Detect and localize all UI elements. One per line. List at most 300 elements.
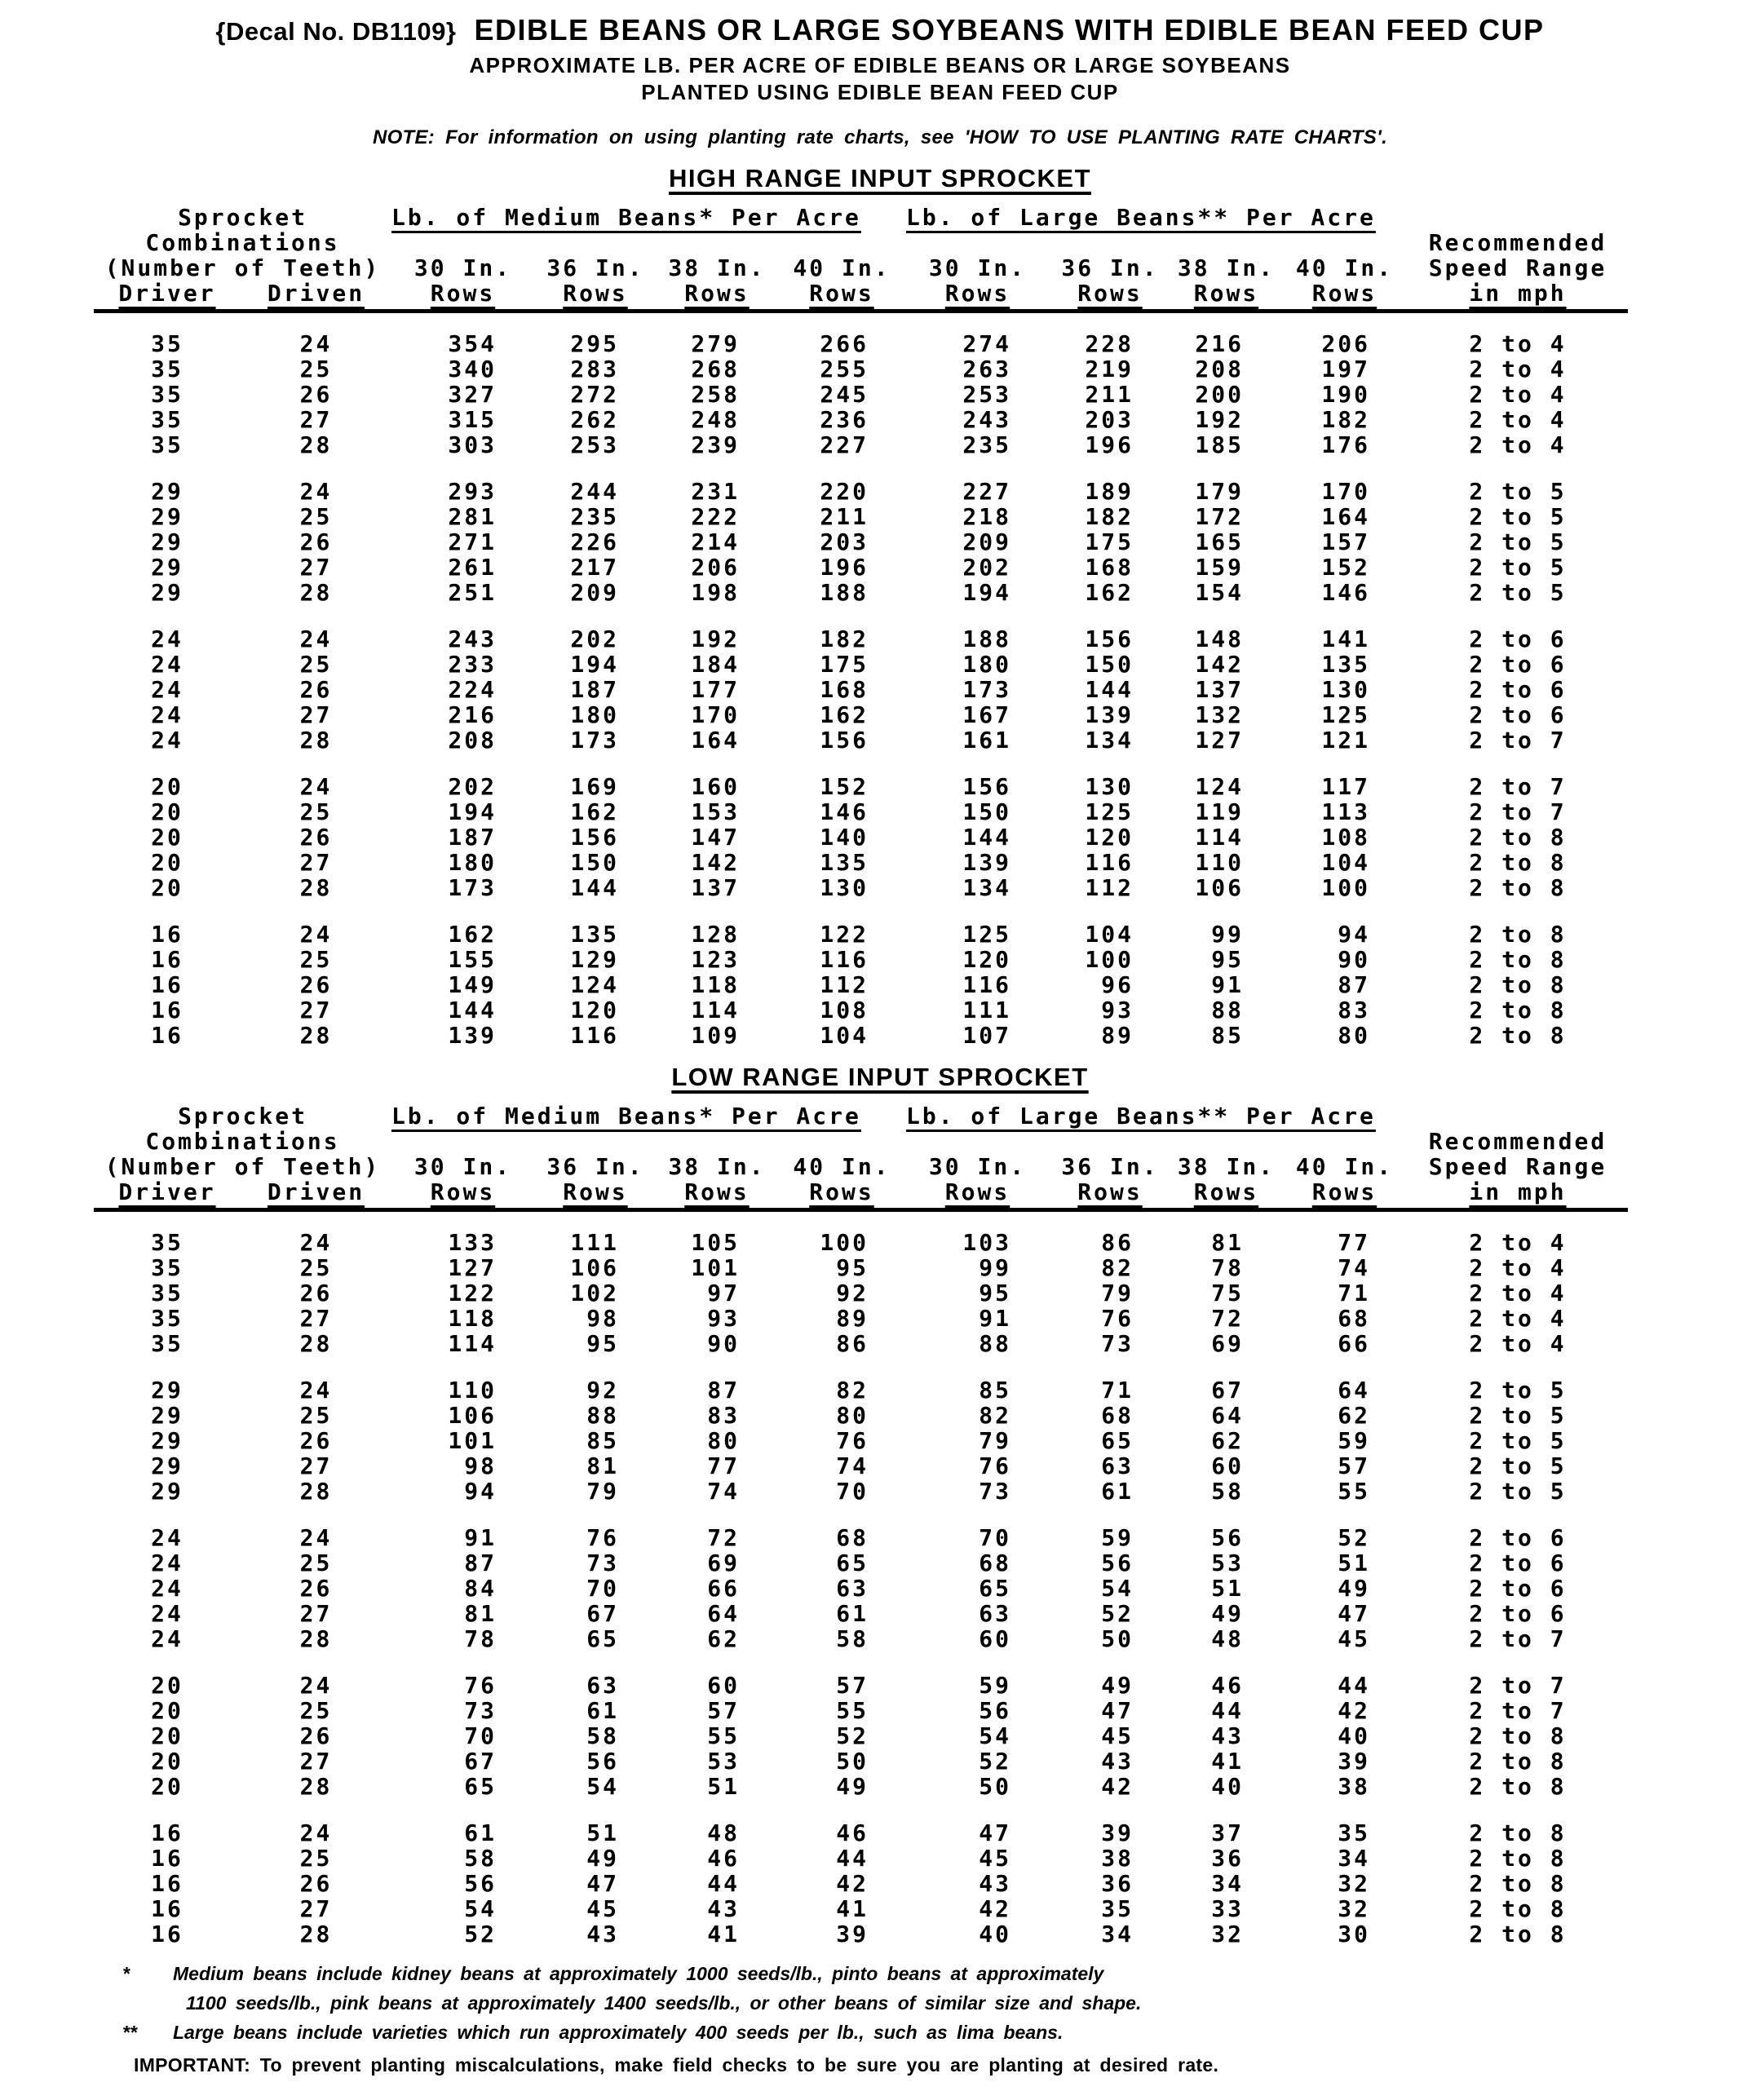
large-36in-cell: 61 [1101, 1478, 1134, 1505]
speed-range-cell: 2 to 8 [1469, 1773, 1567, 1800]
rows-header-1 [534, 1179, 657, 1210]
medium-30in-cell: 187 [448, 824, 497, 851]
subtitle-line-1: APPROXIMATE LB. PER ACRE OF EDIBLE BEANS OR LARGE SOYBEANS [469, 53, 1291, 77]
large-38in-cell: 91 [1211, 971, 1244, 998]
medium-beans-group-label: Lb. of Medium Beans* Per Acre [391, 1103, 861, 1130]
medium-30in-cell: 216 [448, 701, 497, 728]
large-30in-cell: 194 [962, 579, 1011, 606]
driven-cell: 28 [299, 579, 333, 606]
driven-cell: 24 [299, 1229, 333, 1256]
large-width-header-2: 38 In. [1177, 1153, 1276, 1180]
large-40in-cell: 87 [1338, 971, 1370, 998]
driven-cell: 25 [299, 1550, 333, 1576]
large-40in-cell: 59 [1338, 1427, 1370, 1454]
large-36in-cell: 96 [1101, 971, 1134, 998]
large-38in-cell: 62 [1211, 1427, 1244, 1454]
medium-36in-cell: 73 [586, 1550, 619, 1576]
rows-header-0 [391, 1179, 534, 1210]
large-38in-cell: 172 [1195, 503, 1244, 530]
medium-38in-cell: 87 [707, 1377, 740, 1404]
medium-30in-cell: 94 [464, 1478, 497, 1505]
medium-40in-cell: 116 [820, 946, 869, 973]
driven-cell: 28 [299, 874, 333, 901]
driven-cell: 24 [299, 773, 333, 800]
medium-40in-cell: 52 [836, 1722, 869, 1749]
medium-36in-cell: 244 [570, 478, 619, 505]
large-36in-cell: 175 [1085, 528, 1134, 555]
footnote-line-3 [122, 2054, 1760, 2076]
medium-30in-cell: 224 [448, 676, 497, 703]
medium-30in-cell: 315 [448, 406, 497, 433]
large-30in-cell: 79 [979, 1427, 1011, 1454]
block-gap [94, 605, 1628, 626]
large-40in-cell: 68 [1338, 1305, 1370, 1332]
large-40in-cell: 141 [1321, 626, 1370, 652]
large-38in-cell: 137 [1195, 676, 1244, 703]
large-width-header-3: 40 In. [1295, 1153, 1394, 1180]
driver-cell: 29 [151, 503, 184, 530]
driver-header [94, 1179, 241, 1210]
medium-40in-cell: 61 [836, 1600, 869, 1627]
large-30in-cell: 188 [962, 626, 1011, 652]
page-title: EDIBLE BEANS OR LARGE SOYBEANS WITH EDIBLE BEAN FEED CUP [474, 13, 1545, 46]
medium-38in-cell: 123 [691, 946, 740, 973]
driver-cell: 35 [151, 1305, 184, 1332]
large-30in-cell: 167 [962, 701, 1011, 728]
driver-cell: 24 [151, 676, 184, 703]
driver-cell: 20 [151, 773, 184, 800]
medium-40in-cell: 140 [820, 824, 869, 851]
large-38in-cell: 114 [1195, 824, 1244, 851]
speed-range-cell: 2 to 8 [1469, 1748, 1567, 1775]
large-36in-cell: 82 [1101, 1254, 1134, 1281]
table-row [94, 850, 1628, 875]
rows-header-1 [534, 281, 657, 312]
medium-30in-cell: 127 [448, 1254, 497, 1281]
medium-40in-cell: 41 [836, 1895, 869, 1922]
large-width-header-0: 30 In. [928, 254, 1027, 281]
large-40in-cell: 121 [1321, 727, 1370, 754]
large-36in-cell: 79 [1101, 1280, 1134, 1306]
large-38in-cell: 43 [1211, 1722, 1244, 1749]
large-40in-cell: 77 [1338, 1229, 1370, 1256]
medium-30in-cell: 76 [464, 1672, 497, 1699]
large-38in-cell: 192 [1195, 406, 1244, 433]
speed-range-cell: 2 to 8 [1469, 1819, 1567, 1846]
rows-header-5 [1049, 281, 1171, 312]
medium-30in-cell: 118 [448, 1305, 497, 1332]
large-38in-cell: 127 [1195, 727, 1244, 754]
table-row [94, 382, 1628, 407]
large-36in-cell: 211 [1085, 381, 1134, 408]
driver-cell: 29 [151, 554, 184, 581]
medium-30in-cell: 271 [448, 528, 497, 555]
medium-38in-cell: 74 [707, 1478, 740, 1505]
medium-width-header-1: 36 In. [546, 254, 644, 281]
medium-40in-cell: 49 [836, 1773, 869, 1800]
large-30in-cell: 111 [962, 997, 1011, 1023]
medium-40in-cell: 156 [820, 727, 869, 754]
large-36in-cell: 93 [1101, 997, 1134, 1023]
medium-36in-cell: 169 [570, 773, 619, 800]
driver-cell: 16 [151, 1921, 184, 1947]
table-row [94, 1230, 1628, 1255]
large-30in-cell: 263 [962, 356, 1011, 382]
large-30in-cell: 65 [979, 1575, 1011, 1602]
speed-range-cell: 2 to 8 [1469, 971, 1567, 998]
speed-range-cell: 2 to 5 [1469, 579, 1567, 606]
table-row [94, 1673, 1628, 1698]
large-30in-cell: 42 [979, 1895, 1011, 1922]
large-36in-cell: 189 [1085, 478, 1134, 505]
speed-range-cell: 2 to 6 [1469, 1524, 1567, 1551]
medium-38in-cell: 248 [691, 406, 740, 433]
large-30in-cell: 120 [962, 946, 1011, 973]
driver-cell: 35 [151, 406, 184, 433]
large-36in-cell: 65 [1101, 1427, 1134, 1454]
driver-cell: 24 [151, 651, 184, 678]
table-row [94, 1698, 1628, 1723]
driver-cell: 16 [151, 921, 184, 948]
medium-30in-cell: 233 [448, 651, 497, 678]
large-40in-cell: 57 [1338, 1452, 1370, 1479]
driven-cell: 27 [299, 997, 333, 1023]
speed-range-cell: 2 to 6 [1469, 651, 1567, 678]
medium-40in-cell: 227 [820, 431, 869, 458]
table-row [94, 727, 1628, 753]
footnote-line-1 [122, 1992, 1760, 2014]
medium-30in-cell: 155 [448, 946, 497, 973]
rows-label: Rows [809, 280, 874, 307]
driven-cell: 26 [299, 676, 333, 703]
rows-header-7 [1281, 1179, 1408, 1210]
medium-38in-cell: 90 [707, 1330, 740, 1357]
medium-36in-cell: 111 [570, 1229, 619, 1256]
medium-36in-cell: 235 [570, 503, 619, 530]
large-38in-cell: 124 [1195, 773, 1244, 800]
driver-cell: 16 [151, 1845, 184, 1872]
medium-38in-cell: 114 [691, 997, 740, 1023]
driven-cell: 27 [299, 406, 333, 433]
speed-unit-label: in mph [1469, 280, 1567, 307]
driven-cell: 27 [299, 1452, 333, 1479]
table-row [94, 652, 1628, 677]
large-36in-cell: 34 [1101, 1921, 1134, 1947]
rate-table [94, 205, 1628, 1048]
large-40in-cell: 80 [1338, 1022, 1370, 1049]
rows-label: Rows [1077, 280, 1143, 307]
medium-38in-cell: 46 [707, 1845, 740, 1872]
large-30in-cell: 134 [962, 874, 1011, 901]
large-40in-cell: 34 [1338, 1845, 1370, 1872]
rows-header-4 [906, 1179, 1049, 1210]
table-row [94, 1453, 1628, 1479]
medium-30in-cell: 340 [448, 356, 497, 382]
driver-cell: 29 [151, 1402, 184, 1429]
large-40in-cell: 30 [1338, 1921, 1370, 1947]
rows-label: Rows [563, 1178, 628, 1205]
medium-40in-cell: 203 [820, 528, 869, 555]
large-40in-cell: 157 [1321, 528, 1370, 555]
medium-36in-cell: 63 [586, 1672, 619, 1699]
large-30in-cell: 59 [979, 1672, 1011, 1699]
large-40in-cell: 108 [1321, 824, 1370, 851]
large-40in-cell: 100 [1321, 874, 1370, 901]
large-38in-cell: 51 [1211, 1575, 1244, 1602]
driven-cell: 28 [299, 1022, 333, 1049]
table-row [94, 432, 1628, 458]
large-36in-cell: 125 [1085, 798, 1134, 825]
medium-30in-cell: 114 [448, 1330, 497, 1357]
speed-range-cell: 2 to 8 [1469, 1845, 1567, 1872]
large-40in-cell: 64 [1338, 1377, 1370, 1404]
large-beans-group-label: Lb. of Large Beans** Per Acre [906, 204, 1376, 231]
driver-cell: 16 [151, 946, 184, 973]
speed-range-cell: 2 to 7 [1469, 1625, 1567, 1652]
table-row [94, 825, 1628, 850]
block-gap [94, 1799, 1628, 1820]
medium-40in-cell: 44 [836, 1845, 869, 1872]
medium-40in-cell: 152 [820, 773, 869, 800]
medium-36in-cell: 61 [586, 1697, 619, 1724]
large-width-header-2: 38 In. [1177, 254, 1276, 281]
medium-36in-cell: 43 [586, 1921, 619, 1947]
driven-cell: 24 [299, 1672, 333, 1699]
large-36in-cell: 144 [1085, 676, 1134, 703]
medium-36in-cell: 124 [570, 971, 619, 998]
large-38in-cell: 48 [1211, 1625, 1244, 1652]
medium-38in-cell: 101 [691, 1254, 740, 1281]
speed-range-cell: 2 to 8 [1469, 849, 1567, 876]
driver-label: Driver [118, 1178, 216, 1205]
table-row [94, 1846, 1628, 1871]
large-38in-cell: 119 [1195, 798, 1244, 825]
large-30in-cell: 202 [962, 554, 1011, 581]
large-30in-cell: 253 [962, 381, 1011, 408]
large-30in-cell: 43 [979, 1870, 1011, 1897]
table-row [94, 1723, 1628, 1749]
medium-30in-cell: 139 [448, 1022, 497, 1049]
large-36in-cell: 196 [1085, 431, 1134, 458]
medium-36in-cell: 209 [570, 579, 619, 606]
medium-36in-cell: 156 [570, 824, 619, 851]
large-38in-cell: 34 [1211, 1870, 1244, 1897]
driven-cell: 25 [299, 503, 333, 530]
medium-30in-cell: 251 [448, 579, 497, 606]
medium-38in-cell: 231 [691, 478, 740, 505]
medium-38in-cell: 184 [691, 651, 740, 678]
medium-30in-cell: 101 [448, 1427, 497, 1454]
large-36in-cell: 52 [1101, 1600, 1134, 1627]
large-40in-cell: 47 [1338, 1600, 1370, 1627]
footnote-line-0 [122, 1963, 1760, 1985]
speed-range-cell: 2 to 6 [1469, 701, 1567, 728]
table-row [94, 1820, 1628, 1846]
speed-range-cell: 2 to 8 [1469, 1870, 1567, 1897]
speed-range-cell: 2 to 6 [1469, 676, 1567, 703]
large-30in-cell: 56 [979, 1697, 1011, 1724]
medium-30in-cell: 180 [448, 849, 497, 876]
medium-36in-cell: 116 [570, 1022, 619, 1049]
medium-40in-cell: 108 [820, 997, 869, 1023]
driver-cell: 16 [151, 997, 184, 1023]
medium-40in-cell: 175 [820, 651, 869, 678]
speed-range-cell: 2 to 4 [1469, 330, 1567, 357]
large-38in-cell: 148 [1195, 626, 1244, 652]
large-30in-cell: 85 [979, 1377, 1011, 1404]
block-gap [94, 753, 1628, 774]
medium-30in-cell: 173 [448, 874, 497, 901]
speed-range-cell: 2 to 8 [1469, 1895, 1567, 1922]
driven-cell: 26 [299, 1280, 333, 1306]
medium-36in-cell: 95 [586, 1330, 619, 1357]
large-width-header-3: 40 In. [1295, 254, 1394, 281]
table-row [94, 555, 1628, 580]
medium-beans-group-header [391, 1103, 906, 1129]
driver-cell: 16 [151, 1022, 184, 1049]
table-row [94, 1576, 1628, 1601]
large-36in-cell: 100 [1085, 946, 1134, 973]
large-36in-cell: 47 [1101, 1697, 1134, 1724]
driven-cell: 25 [299, 1845, 333, 1872]
medium-38in-cell: 239 [691, 431, 740, 458]
medium-38in-cell: 66 [707, 1575, 740, 1602]
medium-40in-cell: 255 [820, 356, 869, 382]
large-36in-cell: 219 [1085, 356, 1134, 382]
medium-30in-cell: 281 [448, 503, 497, 530]
driven-cell: 28 [299, 431, 333, 458]
large-30in-cell: 63 [979, 1600, 1011, 1627]
medium-30in-cell: 65 [464, 1773, 497, 1800]
table-row [94, 356, 1628, 382]
medium-40in-cell: 104 [820, 1022, 869, 1049]
large-38in-cell: 75 [1211, 1280, 1244, 1306]
large-30in-cell: 99 [979, 1254, 1011, 1281]
medium-30in-cell: 149 [448, 971, 497, 998]
medium-40in-cell: 95 [836, 1254, 869, 1281]
medium-38in-cell: 55 [707, 1722, 740, 1749]
large-36in-cell: 134 [1085, 727, 1134, 754]
large-38in-cell: 165 [1195, 528, 1244, 555]
table-row [94, 1403, 1628, 1428]
large-40in-cell: 190 [1321, 381, 1370, 408]
medium-36in-cell: 98 [586, 1305, 619, 1332]
medium-36in-cell: 79 [586, 1478, 619, 1505]
speed-range-cell: 2 to 8 [1469, 1722, 1567, 1749]
block-gap [94, 1651, 1628, 1673]
medium-40in-cell: 82 [836, 1377, 869, 1404]
rows-label: Rows [430, 1178, 496, 1205]
driver-cell: 35 [151, 1254, 184, 1281]
large-38in-cell: 64 [1211, 1402, 1244, 1429]
large-40in-cell: 35 [1338, 1819, 1370, 1846]
driven-label: Driven [267, 1178, 365, 1205]
large-30in-cell: 70 [979, 1524, 1011, 1551]
speed-range-cell: 2 to 8 [1469, 874, 1567, 901]
large-beans-group-header [906, 1103, 1408, 1129]
large-36in-cell: 76 [1101, 1305, 1134, 1332]
table-row [94, 677, 1628, 702]
speed-range-cell: 2 to 6 [1469, 626, 1567, 652]
large-40in-cell: 90 [1338, 946, 1370, 973]
driven-cell: 28 [299, 1330, 333, 1357]
driven-cell: 26 [299, 381, 333, 408]
large-36in-cell: 150 [1085, 651, 1134, 678]
large-38in-cell: 53 [1211, 1550, 1244, 1576]
large-40in-cell: 170 [1321, 478, 1370, 505]
medium-38in-cell: 142 [691, 849, 740, 876]
medium-38in-cell: 48 [707, 1819, 740, 1846]
medium-38in-cell: 62 [707, 1625, 740, 1652]
document-title-line [0, 13, 1760, 47]
medium-beans-group-header [391, 205, 906, 230]
medium-38in-cell: 64 [707, 1600, 740, 1627]
large-36in-cell: 45 [1101, 1722, 1134, 1749]
large-40in-cell: 51 [1338, 1550, 1370, 1576]
large-40in-cell: 152 [1321, 554, 1370, 581]
speed-range-cell: 2 to 6 [1469, 1550, 1567, 1576]
driver-cell: 24 [151, 1625, 184, 1652]
medium-40in-cell: 135 [820, 849, 869, 876]
large-30in-cell: 161 [962, 727, 1011, 754]
sprocket-header-2: Combinations [145, 229, 340, 256]
table-row [94, 702, 1628, 727]
footnote-text: IMPORTANT: To prevent planting miscalculations, make field checks to be sure you are planting at desired rate. [134, 2054, 1219, 2076]
large-38in-cell: 142 [1195, 651, 1244, 678]
large-38in-cell: 216 [1195, 330, 1244, 357]
large-40in-cell: 32 [1338, 1870, 1370, 1897]
large-36in-cell: 104 [1085, 921, 1134, 948]
medium-38in-cell: 192 [691, 626, 740, 652]
medium-36in-cell: 85 [586, 1427, 619, 1454]
large-36in-cell: 73 [1101, 1330, 1134, 1357]
speed-range-cell: 2 to 8 [1469, 824, 1567, 851]
medium-30in-cell: 73 [464, 1697, 497, 1724]
speed-range-cell: 2 to 7 [1469, 727, 1567, 754]
large-38in-cell: 32 [1211, 1921, 1244, 1947]
driven-cell: 25 [299, 356, 333, 382]
rows-label: Rows [944, 1178, 1010, 1205]
large-36in-cell: 68 [1101, 1402, 1134, 1429]
medium-36in-cell: 173 [570, 727, 619, 754]
driver-cell: 20 [151, 1748, 184, 1775]
footnote-text: 1100 seeds/lb., pink beans at approximately 1400 seeds/lb., or other beans of similar size and shape. [186, 1992, 1142, 2014]
speed-header-1: Recommended [1428, 229, 1607, 256]
medium-40in-cell: 100 [820, 1229, 869, 1256]
medium-38in-cell: 222 [691, 503, 740, 530]
driven-cell: 26 [299, 824, 333, 851]
medium-38in-cell: 153 [691, 798, 740, 825]
large-30in-cell: 209 [962, 528, 1011, 555]
driven-cell: 27 [299, 1600, 333, 1627]
large-36in-cell: 71 [1101, 1377, 1134, 1404]
driver-cell: 20 [151, 1672, 184, 1699]
medium-38in-cell: 198 [691, 579, 740, 606]
table-row [94, 875, 1628, 900]
table-row [94, 1306, 1628, 1331]
large-36in-cell: 112 [1085, 874, 1134, 901]
decal-number: {Decal No. DB1109} [215, 17, 457, 46]
driver-cell: 35 [151, 1330, 184, 1357]
driven-header [241, 1179, 391, 1210]
driver-cell: 35 [151, 330, 184, 357]
large-30in-cell: 107 [962, 1022, 1011, 1049]
table-row [94, 1896, 1628, 1921]
medium-38in-cell: 164 [691, 727, 740, 754]
medium-40in-cell: 74 [836, 1452, 869, 1479]
driven-cell: 28 [299, 1625, 333, 1652]
medium-38in-cell: 105 [691, 1229, 740, 1256]
